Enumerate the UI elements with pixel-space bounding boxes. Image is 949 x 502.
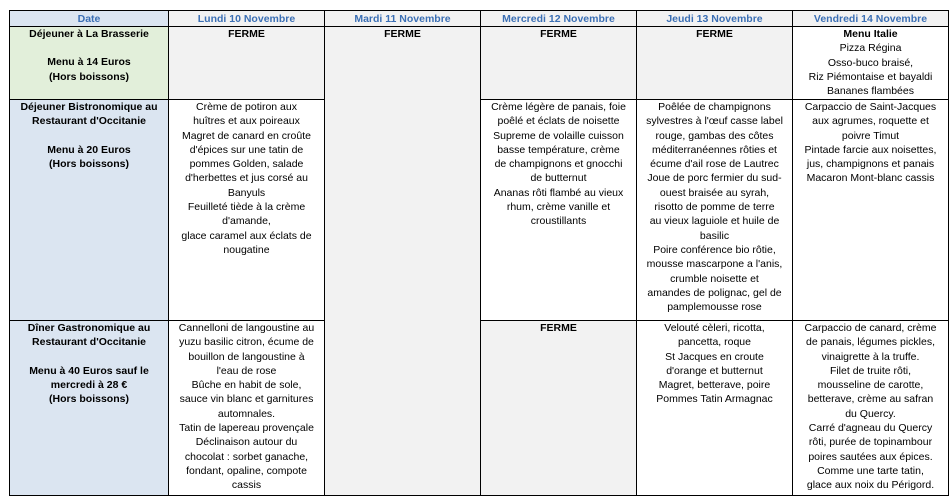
header-monday: Lundi 10 Novembre [169, 11, 325, 27]
menu-line: poivre Timut [841, 129, 900, 142]
cell-bistro-friday [793, 100, 949, 321]
menu-line: crumble noisette et [670, 272, 759, 285]
cell-bistro-thursday [637, 100, 793, 321]
row-label-line: Dîner Gastronomique au [27, 322, 151, 334]
menu-line: Magret, betterave, poire [658, 379, 771, 392]
menu-line: Magret de canard en croûte [182, 129, 311, 142]
menu-line: d'herbettes et jus corsé au [185, 172, 308, 185]
menu-line: basilic [699, 229, 730, 242]
menu-line: méditerranéennes rôties et [652, 143, 777, 156]
label-brasserie [10, 27, 169, 100]
menu-line: chocolat : sorbet ganache, [184, 450, 309, 463]
header-friday: Vendredi 14 Novembre [793, 11, 949, 27]
row-label-line: mercredi à 28 € [50, 378, 128, 391]
menu-line: Macaron Mont-blanc cassis [806, 172, 935, 185]
menu-line: Carpaccio de canard, crème [804, 322, 937, 334]
row-brasserie [10, 27, 949, 100]
menu-lines [796, 41, 945, 98]
header-date: Date [10, 11, 169, 27]
menu-line: de panais, légumes pickles, [806, 336, 935, 349]
menu-line: Filet de truite rôti, [829, 364, 912, 377]
menu-line: Supreme de volaille cuisson [493, 129, 624, 142]
menu-line: Velouté cèleri, ricotta, [664, 322, 765, 334]
menu-line: l'eau de rose [216, 364, 277, 377]
menu-line: automnales. [217, 407, 276, 420]
menu-line: yuzu basilic citron, écume de [179, 336, 314, 349]
menu-line: Banyuls [227, 186, 266, 199]
cell-bistro-wednesday [481, 100, 637, 321]
cell-brasserie-wednesday [481, 27, 637, 100]
header-tuesday: Mardi 11 Novembre [325, 11, 481, 27]
menu-line: huîtres et aux poireaux [193, 115, 300, 128]
spacer [13, 350, 165, 364]
menu-line: sauce vin blanc et garnitures [179, 393, 314, 406]
menu-line: nougatine [223, 243, 270, 256]
menu-line: rhum, crème vanille et [506, 201, 611, 214]
menu-line: poêlé et éclats de noisette [497, 115, 620, 128]
row-label-line: Menu à 20 Euros [47, 143, 131, 156]
menu-line: Pizza Régina [839, 42, 902, 55]
menu-line: de butternut [530, 172, 587, 185]
menu-line: Carpaccio de Saint-Jacques [804, 101, 937, 113]
menu-line: de champignons et gnocchi [494, 158, 623, 171]
cell-brasserie-thursday [637, 27, 793, 100]
closed-label: FERME [228, 28, 265, 40]
row-label-line: Déjeuner Bistronomique au [20, 101, 158, 113]
menu-line: jus, champignons et panais [806, 158, 935, 171]
menu-line: poires sautées aux épices. [808, 450, 933, 463]
cell-brasserie-monday [169, 27, 325, 100]
menu-line: Bûche en habit de sole, [191, 379, 302, 392]
menu-line: basse température, crème [497, 143, 620, 156]
menu-line: d'amande, [222, 215, 271, 228]
menu-line: Carré d'agneau du Quercy [808, 422, 933, 435]
menu-line: glace aux noix du Périgord. [806, 479, 935, 492]
menu-line: Feuilleté tiède à la crème [187, 201, 306, 214]
cell-gastro-wednesday [481, 321, 637, 496]
menu-line: Pommes Tatin Armagnac [656, 393, 773, 406]
menu-line: St Jacques en croute [665, 350, 764, 363]
row-label-line: Restaurant d'Occitanie [32, 336, 146, 349]
menu-line: au vieux laguiole et huile de [649, 215, 780, 228]
cell-bistro-monday [169, 100, 325, 321]
menu-line: Joue de porc fermier du sud- [647, 172, 782, 185]
spacer [13, 41, 165, 55]
row-label-line: (Hors boissons) [49, 393, 129, 406]
menu-line: glace caramel aux éclats de [181, 229, 312, 242]
menu-line: d'orange et butternut [666, 364, 763, 377]
row-label-line: Menu à 40 Euros sauf le [29, 364, 149, 377]
menu-line: mousse mascarpone a l'anis, [646, 258, 783, 271]
menu-line: sylvestres à l'œuf casse label [646, 115, 783, 128]
cell-gastro-thursday [637, 321, 793, 496]
menu-line: risotto de pomme de terre [654, 201, 775, 214]
menu-title: Menu Italie [843, 28, 898, 40]
closed-label: FERME [384, 28, 421, 40]
menu-line: ouest braisée au syrah, [659, 186, 770, 199]
closed-label: FERME [696, 28, 733, 40]
label-bistro [10, 100, 169, 321]
menu-line: Osso-buco braisé, [827, 56, 914, 69]
menu-line: betterave, crème au safran [807, 393, 934, 406]
menu-line: amandes de polignac, gel de [647, 286, 782, 299]
cell-gastro-friday [793, 321, 949, 496]
menu-line: cassis [231, 479, 262, 492]
menu-line: Poire conférence bio rôtie, [653, 243, 776, 256]
menu-line: Pintade farcie aux noisettes, [804, 143, 937, 156]
header-row [10, 11, 949, 27]
menu-line: d'épices sur une tatin de [189, 143, 304, 156]
menu-line: fondant, opaline, compote [186, 464, 307, 477]
cell-tuesday-closed [325, 27, 481, 496]
menu-line: Déclinaison autour du [195, 436, 298, 449]
cell-gastro-monday [169, 321, 325, 496]
menu-line: bouillon de langoustine à [188, 350, 305, 363]
menu-line: Crème de potiron aux [196, 101, 297, 113]
menu-line: rôti, purée de topinambour [808, 436, 933, 449]
menu-line: Riz Piémontaise et bayaldi [808, 70, 933, 83]
menu-line: Comme une tarte tatin, [817, 464, 924, 477]
row-label-line: (Hors boissons) [49, 157, 129, 170]
spacer [13, 129, 165, 143]
menu-line: aux agrumes, roquette et [812, 115, 929, 128]
menu-line: Crème légère de panais, foie [491, 101, 626, 113]
menu-line: Cannelloni de langoustine au [178, 322, 315, 334]
menu-line: pommes Golden, salade [189, 158, 304, 171]
menu-line: Ananas rôti flambé au vieux [493, 186, 624, 199]
menu-line: Poêlée de champignons [658, 101, 771, 113]
menu-line: Bananes flambées [827, 85, 914, 98]
menu-line: du Quercy. [845, 407, 896, 420]
menu-line: écume d'ail rose de Lautrec [650, 158, 779, 171]
label-gastro [10, 321, 169, 496]
menu-line: croustillants [530, 215, 587, 228]
closed-label: FERME [540, 322, 577, 334]
menu-line: Tatin de lapereau provençale [179, 422, 314, 435]
weekly-menu-table [9, 10, 949, 496]
row-label-line: Restaurant d'Occitanie [32, 115, 146, 128]
header-thursday: Jeudi 13 Novembre [637, 11, 793, 27]
row-label-line: Déjeuner à La Brasserie [29, 28, 149, 40]
menu-line: mousseline de carotte, [817, 379, 924, 392]
row-label-line: Menu à 14 Euros [47, 56, 131, 69]
row-label-line: (Hors boissons) [49, 70, 129, 83]
cell-brasserie-friday [793, 27, 949, 100]
menu-line: vinaigrette à la truffe. [821, 350, 920, 363]
menu-line: rouge, gambas des côtes [655, 129, 774, 142]
menu-line: pamplemousse rose [667, 301, 762, 314]
closed-label: FERME [540, 28, 577, 40]
menu-line: pancetta, roque [678, 336, 751, 349]
header-wednesday: Mercredi 12 Novembre [481, 11, 637, 27]
